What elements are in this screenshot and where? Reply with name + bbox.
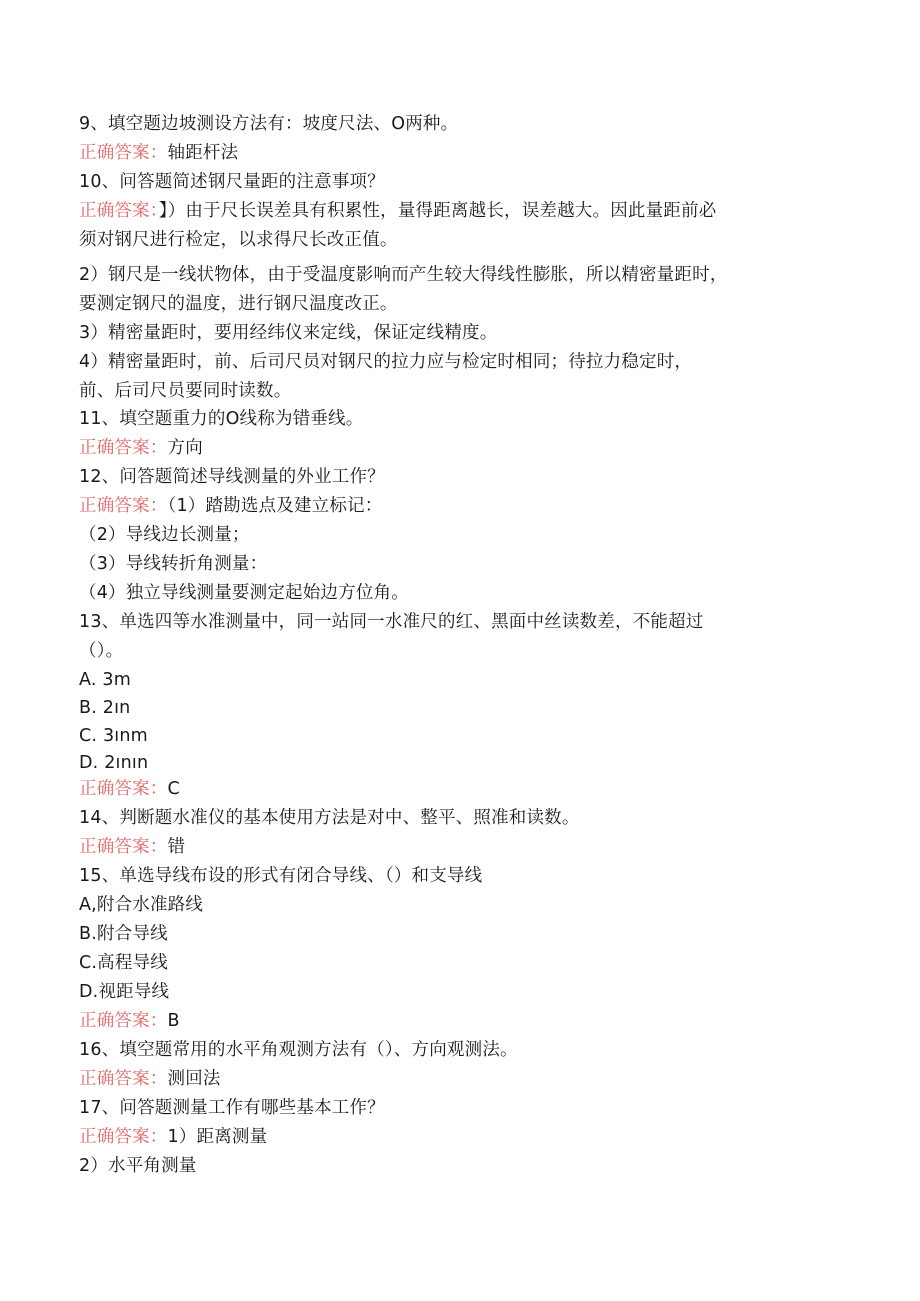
answer-11 <box>79 436 203 460</box>
option-d: D. 2ının <box>79 753 149 773</box>
question-12: 12、问答题简述导线测量的外业工作？ <box>79 467 385 487</box>
question-16: 16、填空题常用的水平角观测方法有（）、方向观测法。 <box>79 1040 518 1060</box>
answer-9 <box>79 141 238 165</box>
answer-label: 正确答案： <box>79 779 168 799</box>
answer-13 <box>79 777 180 801</box>
answer-value: （1）踏勘选点及建立标记： <box>167 496 383 516</box>
option-c: C.高程导线 <box>79 953 168 973</box>
answer-10-line-2: 须对钢尺进行检定，以求得尺长改正值。 <box>79 230 398 250</box>
option-b: B.附合导线 <box>79 924 168 944</box>
answer-value: B <box>167 1011 180 1031</box>
answer-15 <box>79 1009 180 1033</box>
answer-label: 正确答案： <box>79 201 159 221</box>
answer-value: 错 <box>167 837 186 857</box>
option-d: D.视距导线 <box>79 982 170 1002</box>
question-11: 11、填空题重力的O线称为错垂线。 <box>79 409 364 429</box>
answer-label: 正确答案： <box>79 1069 168 1089</box>
answer-value: 方向 <box>167 438 203 458</box>
answer-10-line-4: 要测定钢尺的温度，进行钢尺温度改正。 <box>79 294 398 314</box>
question-13-cont: （）。 <box>79 641 124 661</box>
question-9: 9、填空题边坡测设方法有：坡度尺法、O两种。 <box>79 114 459 134</box>
question-13: 13、单选四等水准测量中，同一站同一水准尺的红、黑面中丝读数差，不能超过 <box>79 612 704 632</box>
answer-value: 测回法 <box>167 1069 221 1089</box>
answer-label: 正确答案： <box>79 143 168 163</box>
answer-10-line-5: 3）精密量距时，要用经纬仪来定线，保证定线精度。 <box>79 323 498 343</box>
answer-10-line-1 <box>79 199 716 223</box>
answer-label: 正确答案： <box>79 1127 168 1147</box>
answer-label: 正确答案： <box>79 1011 168 1031</box>
answer-value: 】）由于尺长误差具有积累性，量得距离越长，误差越大。因此量距前必 <box>158 201 717 221</box>
answer-value: 轴距杆法 <box>167 143 239 163</box>
answer-12-line-2: （2）导线边长测量； <box>79 525 250 545</box>
answer-12-line-3: （3）导线转折角测量： <box>79 554 268 574</box>
answer-10-line-6: 4）精密量距时，前、后司尺员对钢尺的拉力应与检定时相同；待拉力稳定时， <box>79 352 693 372</box>
question-15: 15、单选导线布设的形式有闭合导线、（）和支导线 <box>79 866 483 886</box>
answer-value: 1）距离测量 <box>167 1127 268 1147</box>
question-10: 10、问答题简述钢尺量距的注意事项？ <box>79 172 385 192</box>
answer-10-line-3: 2）钢尺是一线状物体，由于受温度影响而产生较大得线性膨胀，所以精密量距时， <box>79 265 728 285</box>
answer-label: 正确答案： <box>79 837 168 857</box>
option-a: A. 3m <box>79 670 131 690</box>
answer-12-line-4: （4）独立导线测量要测定起始边方位角。 <box>79 583 409 603</box>
question-17: 17、问答题测量工作有哪些基本工作？ <box>79 1098 385 1118</box>
option-a: A,附合水准路线 <box>79 895 204 915</box>
answer-16 <box>79 1067 221 1091</box>
answer-17-line-2: 2）水平角测量 <box>79 1156 197 1176</box>
answer-17-line-1 <box>79 1125 267 1149</box>
answer-12-line-1 <box>79 494 382 518</box>
answer-label: 正确答案： <box>79 496 168 516</box>
option-c: C. 3ınm <box>79 726 148 746</box>
answer-10-line-7: 前、后司尺员要同时读数。 <box>79 381 292 401</box>
answer-value: C <box>167 779 180 799</box>
answer-14 <box>79 835 185 859</box>
question-14: 14、判断题水准仪的基本使用方法是对中、整平、照准和读数。 <box>79 808 580 828</box>
answer-label: 正确答案： <box>79 438 168 458</box>
option-b: B. 2ın <box>79 698 131 718</box>
